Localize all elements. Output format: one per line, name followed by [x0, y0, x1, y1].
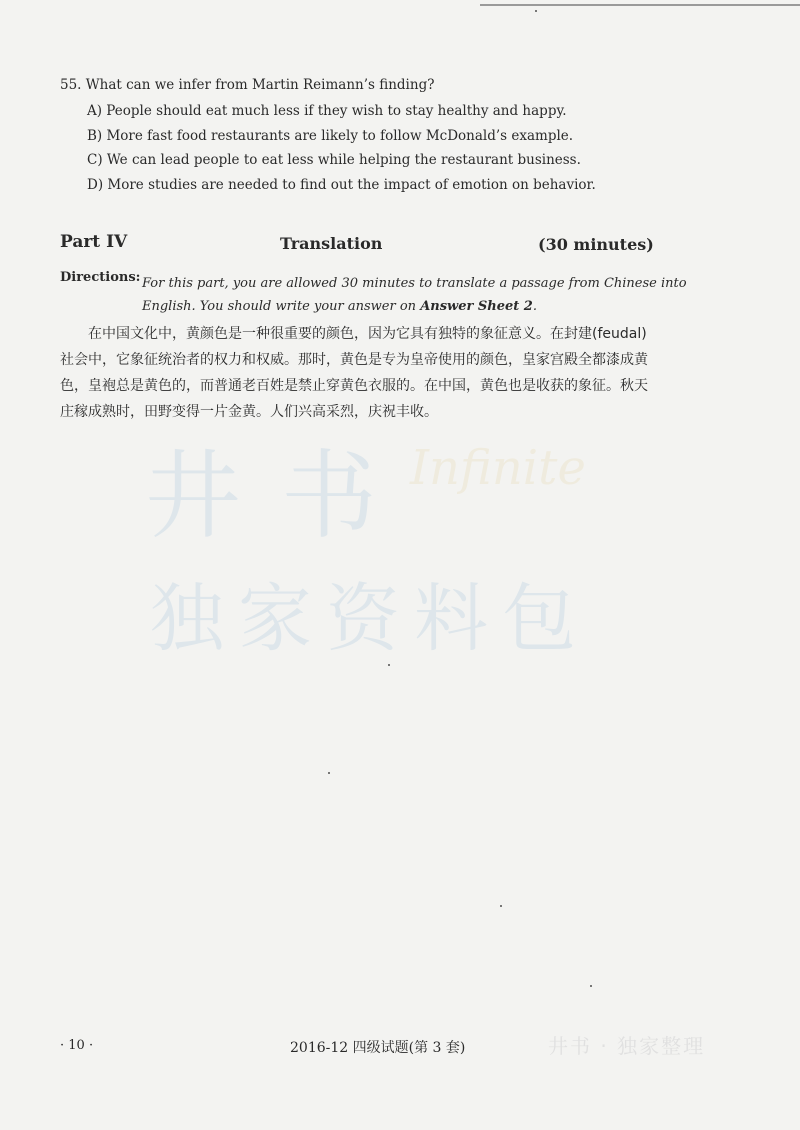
page-number: · 10 · — [60, 1038, 94, 1053]
passage-line-4: 庄稼成熟时，田野变得一片金黄。人们兴高采烈，庆祝丰收。 — [60, 404, 438, 420]
passage-line-3: 色，皇袍总是黄色的，而普通老百姓是禁止穿黄色衣服的。在中国，黄色也是收获的象征。秋天 — [60, 378, 648, 394]
directions-text-end: . — [532, 299, 537, 314]
option-a: A) People should eat much less if they wish to stay healthy and happy. — [87, 103, 567, 119]
passage-line-2: 社会中，它象征统治者的权力和权威。那时，黄色是专为皇帝使用的颜色，皇家宫殿全都漆成黄 — [60, 352, 648, 368]
part-title: Translation — [280, 234, 383, 253]
question-stem: 55. What can we infer from Martin Reimann’s finding? — [60, 77, 435, 93]
option-c: C) We can lead people to eat less while helping the restaurant business. — [87, 152, 581, 168]
part-label: Part IV — [60, 232, 128, 252]
directions-label: Directions: — [60, 270, 141, 285]
footer-title: 2016-12 四级试题(第 3 套) — [290, 1040, 466, 1056]
scan-speck — [388, 664, 390, 666]
scan-speck — [328, 772, 330, 774]
passage-line-1: 在中国文化中，黄颜色是一种很重要的颜色，因为它具有独特的象征意义。在封建(feudal) — [88, 326, 647, 342]
directions-text — [142, 272, 742, 318]
directions-text-main: For this part, you are allowed 30 minutes to translate a passage from Chinese into English. You should write your answer on — [142, 276, 687, 314]
part-time: (30 minutes) — [538, 235, 654, 254]
watermark-subtitle: 独家资料包 — [150, 576, 590, 662]
scan-speck — [500, 905, 502, 907]
option-d: D) More studies are needed to find out the impact of emotion on behavior. — [87, 177, 596, 193]
scan-speck — [590, 985, 592, 987]
watermark-brand: 井书 — [145, 440, 417, 552]
answer-sheet-ref: Answer Sheet 2 — [420, 299, 533, 314]
watermark-script: Infinite — [410, 440, 586, 496]
scan-speck — [535, 10, 537, 12]
option-b: B) More fast food restaurants are likely to follow McDonald’s example. — [87, 128, 574, 144]
footer-watermark: 井书 · 独家整理 — [548, 1034, 706, 1058]
scan-edge-line — [480, 4, 800, 6]
